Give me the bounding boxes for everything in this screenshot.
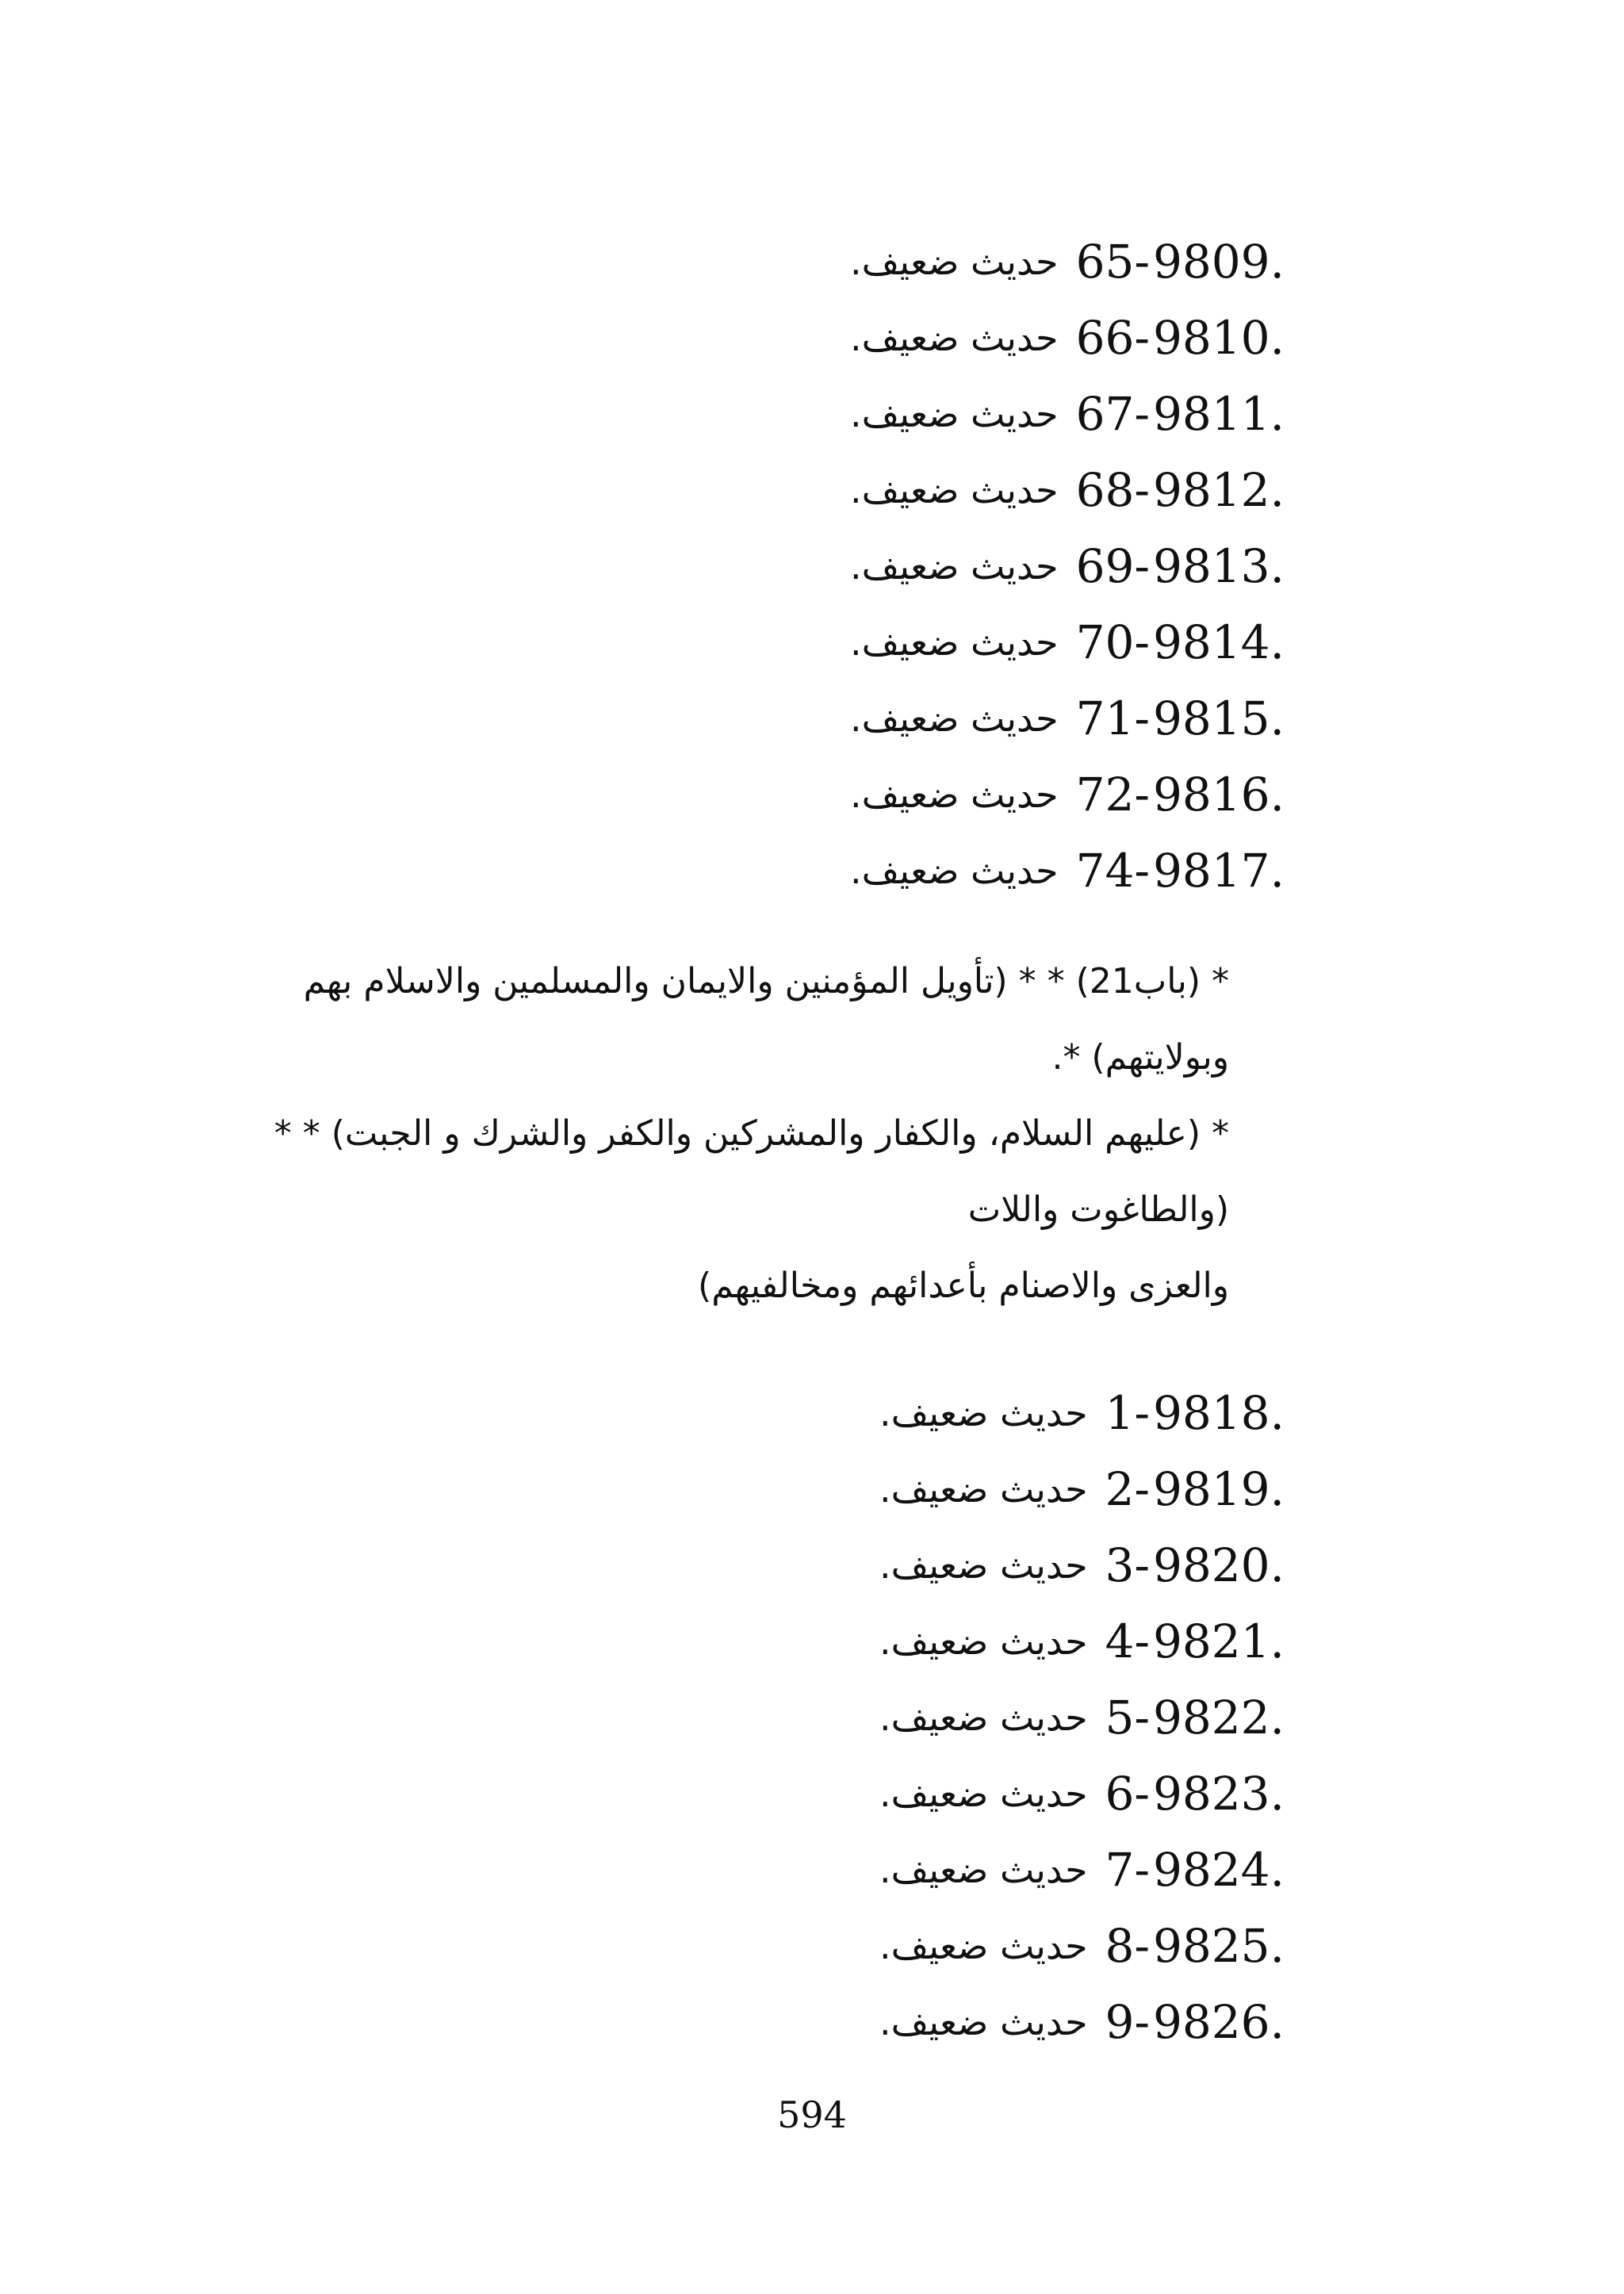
hadith-entry-9814 (761, 604, 1285, 680)
entry-grading: حديث ضعيف. (879, 1848, 1088, 1891)
entry-number: 9821. (1152, 1614, 1285, 1668)
hadith-entry-9815 (761, 680, 1285, 756)
chapter-heading-line: * (عليهم السلام، والكفار والمشركين والكفر والشرك و الجبت) * * (274, 1113, 1229, 1154)
entry-number: 9823. (1152, 1767, 1285, 1821)
entry-grading: حديث ضعيف. (850, 393, 1059, 435)
entry-number: 9812. (1152, 463, 1285, 517)
entry-number: 9813. (1152, 539, 1285, 593)
entry-grading: حديث ضعيف. (879, 1924, 1088, 1967)
entry-number: 9818. (1152, 1386, 1285, 1440)
hadith-entry-9821 (761, 1603, 1285, 1679)
chapter-heading-line: * (باب21) * * (تأويل المؤمنين والايمان والمسلمين والاسلام بهم (303, 961, 1229, 1001)
entry-sub-number: 2- (1105, 1462, 1150, 1516)
entry-number: 9815. (1152, 691, 1285, 745)
chapter-heading (274, 944, 1229, 1324)
entry-grading: حديث ضعيف. (850, 316, 1059, 359)
entry-sub-number: 5- (1105, 1691, 1150, 1744)
entry-number: 9809. (1152, 235, 1285, 289)
entry-sub-number: 7- (1105, 1843, 1150, 1897)
entry-number: 9811. (1152, 387, 1285, 441)
entry-sub-number: 4- (1105, 1614, 1150, 1668)
entry-grading: حديث ضعيف. (879, 1468, 1088, 1511)
entry-sub-number: 67- (1075, 387, 1150, 441)
entry-grading: حديث ضعيف. (879, 1544, 1088, 1587)
hadith-entry-9824 (761, 1832, 1285, 1908)
entry-grading: حديث ضعيف. (879, 1696, 1088, 1739)
entry-number: 9816. (1152, 768, 1285, 821)
entry-grading: حديث ضعيف. (850, 240, 1059, 283)
hadith-entry-9820 (761, 1527, 1285, 1603)
entry-grading: حديث ضعيف. (850, 469, 1059, 511)
entry-grading: حديث ضعيف. (850, 849, 1059, 892)
hadith-entry-9812 (761, 452, 1285, 528)
entry-sub-number: 3- (1105, 1538, 1150, 1592)
hadith-entry-9819 (761, 1451, 1285, 1527)
hadith-entry-9825 (761, 1908, 1285, 1984)
entry-sub-number: 65- (1075, 235, 1150, 289)
entry-sub-number: 6- (1105, 1767, 1150, 1821)
entry-grading: حديث ضعيف. (879, 1392, 1088, 1434)
hadith-entry-9823 (761, 1756, 1285, 1832)
entry-number: 9814. (1152, 615, 1285, 669)
entry-number: 9820. (1152, 1538, 1285, 1592)
entry-number: 9817. (1152, 844, 1285, 898)
entry-sub-number: 68- (1075, 463, 1150, 517)
hadith-entry-9818 (761, 1375, 1285, 1451)
hadith-entry-9816 (761, 756, 1285, 833)
chapter-heading-line: (والطاغوت واللات (967, 1189, 1229, 1230)
entry-number: 9826. (1152, 1995, 1285, 2049)
entry-number: 9825. (1152, 1919, 1285, 1973)
hadith-entry-9813 (761, 528, 1285, 604)
hadith-entry-9810 (761, 300, 1285, 376)
entry-sub-number: 8- (1105, 1919, 1150, 1973)
entry-number: 9824. (1152, 1843, 1285, 1897)
entry-number: 9819. (1152, 1462, 1285, 1516)
hadith-entry-9811 (761, 376, 1285, 452)
entry-grading: حديث ضعيف. (850, 697, 1059, 740)
entry-sub-number: 66- (1075, 311, 1150, 365)
entry-sub-number: 9- (1105, 1995, 1150, 2049)
hadith-entry-9809 (761, 224, 1285, 300)
hadith-entry-9817 (761, 833, 1285, 909)
entry-number: 9822. (1152, 1691, 1285, 1744)
entry-sub-number: 72- (1075, 768, 1150, 821)
entry-sub-number: 74- (1075, 844, 1150, 898)
entry-grading: حديث ضعيف. (850, 621, 1059, 664)
hadith-entry-9822 (761, 1679, 1285, 1756)
entry-sub-number: 1- (1105, 1386, 1150, 1440)
entry-sub-number: 69- (1075, 539, 1150, 593)
page-number: 594 (777, 2093, 847, 2136)
entry-number: 9810. (1152, 311, 1285, 365)
chapter-heading-line: والعزى والاصنام بأعدائهم ومخالفيهم) (698, 1266, 1229, 1306)
entry-grading: حديث ضعيف. (850, 773, 1059, 816)
entry-sub-number: 70- (1075, 615, 1150, 669)
entry-grading: حديث ضعيف. (879, 1772, 1088, 1815)
entry-grading: حديث ضعيف. (879, 1620, 1088, 1663)
entry-sub-number: 71- (1075, 691, 1150, 745)
entry-grading: حديث ضعيف. (850, 545, 1059, 588)
hadith-entry-9826 (761, 1984, 1285, 2060)
entry-grading: حديث ضعيف. (879, 2001, 1088, 2043)
chapter-heading-line: وبولايتهم) *. (1051, 1037, 1229, 1078)
